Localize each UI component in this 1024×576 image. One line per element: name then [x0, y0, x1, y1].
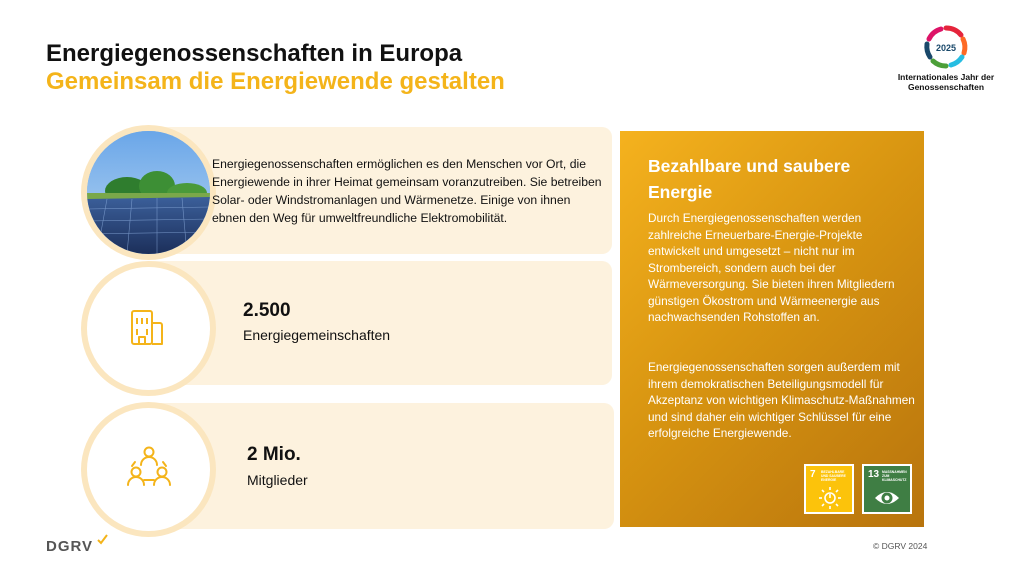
dgrv-check-icon	[96, 533, 108, 545]
panel-title: Bezahlbare und saubere Energie	[648, 156, 851, 202]
people-group-icon	[127, 444, 171, 488]
intro-text: Energiegenossenschaften ermöglichen es den Menschen vor Ort, die Energiewende in ihrer Heimat gemeinsam voranzutreiben. Sie betreiben Solar- oder Windstromanlagen und Wärmenetze. Einige von ihnen ebnen den Weg für umweltfreundliche Elektromobilität.	[212, 157, 602, 225]
stat-icon-circle	[87, 408, 210, 531]
sdg-13-number: 13	[868, 469, 880, 480]
page-title: Energiegenossenschaften in Europa	[46, 40, 463, 67]
stat-card-members	[140, 403, 614, 529]
panel-paragraph-1: Durch Energiegenossenschaften werden zahlreiche Erneuerbare-Energie-Projekte entwickelt und umgesetzt – nicht nur im Strombereich, sondern auch bei der Wärmeversorgung. Sie bieten ihren Mitgliedern günstigen Ökostrom und Wärmeenergie aus nachwachsenden Rohstoffen an.	[648, 211, 895, 324]
earth-eye-icon	[874, 488, 900, 508]
stat-value-members: 2 Mio.	[247, 444, 301, 465]
page-subtitle: Gemeinsam die Energiewende gestalten	[46, 68, 505, 95]
sdg-7-caption: BEZAHLBARE UND SAUBERE ENERGIE	[821, 470, 846, 482]
panel-paragraph-2: Energiegenossenschaften sorgen außerdem mit ihrem demokratischen Beteiligungsmodell für Akzeptanz von wichtigen Klimaschutz-Maßnahmen und sind daher ein wichtiger Schlüssel für eine erfolgreiche Energiewende.	[648, 360, 915, 440]
iyc-2025-logo	[886, 24, 1006, 92]
solar-park-photo	[87, 131, 210, 254]
stat-label-members: Mitglieder	[247, 472, 308, 488]
building-icon	[127, 307, 169, 349]
sdg-13-badge	[862, 464, 912, 514]
logo-caption-line1: Internationales Jahr der	[897, 72, 995, 82]
stat-card-communities	[140, 261, 612, 385]
logo-caption-line2: Genossenschaften	[907, 82, 985, 92]
stat-label-communities: Energiegemeinschaften	[243, 327, 391, 343]
logo-year: 2025	[935, 43, 957, 53]
sdg-info-panel	[620, 131, 924, 527]
dgrv-logo: DGRV	[46, 538, 94, 555]
sun-power-icon	[818, 486, 842, 510]
stat-icon-circle	[87, 267, 210, 390]
cooperatives-wreath-icon	[923, 24, 969, 70]
stat-value-communities: 2.500	[243, 300, 291, 321]
sdg-13-caption: MASSNAHMEN ZUM KLIMASCHUTZ	[882, 470, 907, 482]
copyright-notice: © DGRV 2024	[873, 541, 928, 551]
sdg-7-number: 7	[810, 469, 816, 480]
sdg-7-badge	[804, 464, 854, 514]
